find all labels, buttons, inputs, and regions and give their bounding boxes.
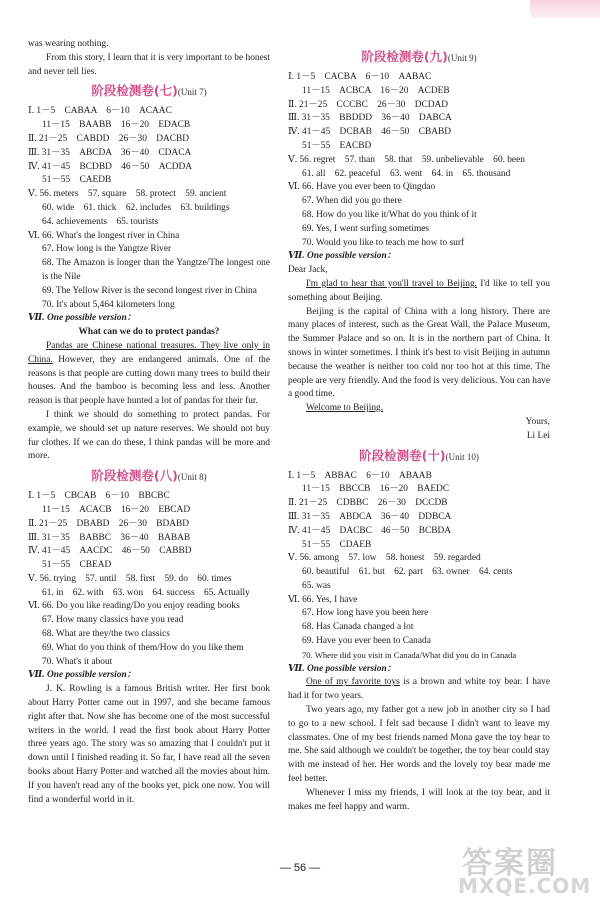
unit10-unit: (Unit 10) — [445, 451, 479, 462]
u10-essay-p1-underlined: One of my favorite toys — [306, 677, 400, 688]
u7-line: Ⅱ. 21－25 CABDD 26－30 DACBD — [28, 133, 190, 144]
unit8-unit: (Unit 8) — [177, 472, 207, 483]
u8-line: 68. What are they/the two classics — [42, 629, 170, 640]
right-column — [288, 45, 550, 814]
u8-line: Ⅱ. 21－25 DBABD 26－30 BDABD — [28, 518, 190, 529]
u10-essay-p3: Whenever I miss my friends, I will look at the toy bear, and it makes me feel happy and warm. — [288, 787, 550, 812]
u8-line: 69. What do you think of them/How do you like them — [42, 642, 244, 653]
u10-line: Ⅴ. 56. among 57. low 58. honest 59. regarded — [288, 553, 481, 564]
u10-essay-p1 — [288, 676, 550, 704]
u7-line: Ⅲ. 31－35 ABCDA 36－40 CDACA — [28, 147, 192, 158]
unit9-unit: (Unit 9) — [447, 53, 477, 63]
u10-line: 69. Have you ever been to Canada — [302, 636, 431, 647]
u7-line: Ⅳ. 41－45 BCDBD 46－50 ACDDA — [28, 161, 193, 172]
u10-line: 67. How long have you been here — [302, 608, 429, 619]
unit9-heading — [288, 48, 550, 67]
u10-line: 65. was — [302, 580, 331, 591]
u10-essay-label: Ⅶ. One possible version： — [288, 663, 397, 674]
u8-line: 70. What's it about — [42, 656, 113, 667]
u9-essay-p1-underlined: I'm glad to hear that you'll travel to Beijing. — [306, 278, 478, 289]
intro-line-2: From this story, I learn that it is very important to be honest and never tell lies. — [28, 52, 270, 77]
u9-line: 51－55 EACBD — [302, 140, 372, 151]
u7-line: Ⅴ. 56. meters 57. square 58. protect 59. ancient — [28, 189, 227, 200]
u7-essay-p1-underlined: Pandas are Chinese national treasures. They live only in China. — [28, 340, 270, 365]
u9-sign-name: Li Lei — [526, 430, 550, 441]
u7-line: 67. How long is the Yangtze River — [42, 244, 172, 255]
u9-sign-yours: Yours, — [525, 416, 550, 427]
u8-line: Ⅰ. 1－5 CBCAB 6－10 BBCBC — [28, 491, 170, 502]
u9-line: 69. Yes, I went surfing sometimes — [302, 223, 430, 234]
u10-line: 68. Has Canada changed a lot — [302, 622, 414, 633]
u8-essay-label: Ⅶ. One possible version： — [28, 670, 137, 681]
u10-line: Ⅲ. 31－35 ABDCA 36－40 DDBCA — [288, 511, 452, 522]
u8-line: Ⅵ. 66. Do you like reading/Do you enjoy reading books — [28, 601, 240, 612]
u9-greeting: Dear Jack, — [288, 265, 328, 276]
u10-line: Ⅰ. 1－5 ABBAC 6－10 ABAAB — [288, 470, 432, 481]
watermark-logo: 答案圈 — [462, 846, 558, 881]
u8-line: 67. How many classics have you read — [42, 615, 184, 626]
u10-line: Ⅱ. 21－25 CDBBC 26－30 DCCDB — [288, 498, 448, 509]
unit9-title: 阶段检测卷(九) — [361, 49, 448, 64]
u7-line: 68. The Amazon is longer than the Yangtze/The longest one is the Nile — [42, 258, 270, 282]
u10-line: 60. beautiful 61. but 62. part 63. owner 64. cents — [302, 567, 513, 578]
u7-essay-title: What can we do to protect pandas? — [78, 327, 220, 338]
u8-line: 11－15 ACACB 16－20 EBCAD — [42, 504, 191, 515]
unit7-unit: (Unit 7) — [177, 87, 207, 98]
u8-essay-p1: J. K. Rowling is a famous British writer. Her first book about Harry Potter came out in 1997, and she became famous right after that. Now she has become one of the most successful writers in the world. I read the first book about Harry Potter three years ago. The story was so amazing that I couldn't put it down until I finished reading it. So far, I have read all the seven books about Harry Potter and watched all the movies about him. If you haven't read any of the books yet, pick one now. You will find a wonderful world in it. — [28, 684, 270, 805]
left-column — [28, 38, 270, 807]
u10-line: Ⅵ. 66. Yes, I have — [288, 594, 358, 605]
intro-line-1: was wearing nothing. — [28, 39, 109, 49]
u10-line: 11－15 BBCCB 16－20 BAEDC — [302, 484, 450, 495]
u7-essay-p1 — [28, 340, 270, 409]
unit10-title: 阶段检测卷(十) — [359, 447, 446, 463]
u7-essay-p2: I think we should do something to protect pandas. For example, we should set up nature reserves. We should not buy fur clothes. If we can do these, I think pandas will be more and more. — [28, 409, 270, 462]
u7-line: 60. wide 61. thick 62. includes 63. buildings — [42, 202, 230, 213]
u10-line: Ⅳ. 41－45 DACBC 46－50 BCBDA — [288, 525, 452, 536]
u9-essay-label: Ⅶ. One possible version： — [288, 251, 397, 262]
u8-line: Ⅴ. 56. trying 57. until 58. first 59. do 60. times — [28, 573, 232, 584]
u10-essay-p2: Two years ago, my father got a new job in another city so I had to go to a new school. I felt sad because I didn't want to leave my classmates. One of my best friends named Mona gave the toy bear to me. She said although we couldn't be together, the toy bear could stay with me instead of her. Her words and the lovely toy bear made me feel better. — [288, 705, 550, 785]
u7-line: Ⅰ. 1－5 CABAA 6－10 ACAAC — [28, 106, 172, 117]
u7-line: 64. achievements 65. tourists — [42, 216, 159, 227]
u9-line: Ⅱ. 21－25 CCCBC 26－30 DCDAD — [288, 99, 449, 110]
u10-essay-p1-rest: is a brown and white toy bear. I have had it for two years. — [288, 677, 550, 702]
u10-line: 70. Where did you visit in Canada/What did you do in Canada — [302, 649, 517, 660]
u7-essay-label: Ⅶ. One possible version： — [28, 313, 137, 324]
u9-essay-p1 — [288, 278, 550, 306]
u8-line: 61. in 62. with 63. won 64. success 65. Actually — [42, 587, 250, 598]
u7-line: 11－15 BAABB 16－20 EDACB — [42, 120, 191, 131]
u10-line: 51－55 CDAEB — [302, 539, 372, 550]
u7-line: 70. It's about 5,464 kilometers long — [42, 299, 175, 310]
page-number: — 56 — — [279, 862, 321, 874]
unit7-title: 阶段检测卷(七) — [91, 83, 178, 99]
unit7-heading — [28, 82, 270, 101]
u9-line: 68. How do you like it/What do you think of it — [302, 209, 477, 220]
u8-line: Ⅳ. 41－45 AACDC 46－50 CABBD — [28, 546, 192, 557]
u9-essay-p2: Beijing is the capital of China with a long history. There are many places of interest, such as the Great Wall, the Palace Museum, the Summer Palace and so on. It is in the northern part of China. It snows in winter sometimes. I think it's best to visit Beijing in autumn because the weather is neither too cold nor too hot at this time. The people are very friendly. And the food is very delicious. You can have a good time. — [288, 306, 550, 400]
u9-line: Ⅳ. 41－45 DCBAB 46－50 CBABD — [288, 127, 452, 138]
u8-line: Ⅲ. 31－35 BABBC 36－40 BABAB — [28, 532, 191, 543]
u7-line: Ⅵ. 66. What's the longest river in China — [28, 230, 180, 241]
u9-line: 61. all 62. peaceful 63. went 64. in 65. thousand — [302, 168, 511, 179]
u9-line: Ⅲ. 31－35 BBDDD 36－40 DABCA — [288, 113, 452, 124]
u7-essay-p1-rest: However, they are endangered animals. One of the reasons is that people are cutting down many trees to build their houses. And the bamboo is becoming less and less. Another reason is that people have hunted a lot of pandas for their fur. — [28, 354, 270, 407]
u7-line: 51－55 CAEDB — [42, 175, 112, 186]
u9-closing: Welcome to Beijing. — [306, 403, 384, 414]
unit10-heading — [288, 447, 550, 466]
u9-line: 11－15 ACBCA 16－20 ACDEB — [302, 85, 450, 96]
unit8-title: 阶段检测卷(八) — [91, 468, 178, 484]
unit8-heading — [28, 467, 270, 486]
u9-line: Ⅰ. 1－5 CACBA 6－10 AABAC — [288, 72, 432, 82]
u9-essay-p1-rest: I'd like to tell you something about Beijing. — [288, 278, 550, 303]
u9-line: 67. When did you go there — [302, 196, 402, 207]
u9-line: Ⅴ. 56. regret 57. than 58. that 59. unbelievable 60. been — [288, 154, 525, 165]
corner-decoration — [530, 0, 600, 18]
u9-line: Ⅵ. 66. Have you ever been to Qingdao — [288, 182, 436, 193]
watermark-url: MXQE.COM — [458, 874, 592, 898]
u9-line: 70. Would you like to teach me how to surf — [302, 237, 465, 248]
u7-line: 69. The Yellow River is the second longest river in China — [42, 285, 257, 296]
u8-line: 51－55 CBEAD — [42, 560, 112, 571]
